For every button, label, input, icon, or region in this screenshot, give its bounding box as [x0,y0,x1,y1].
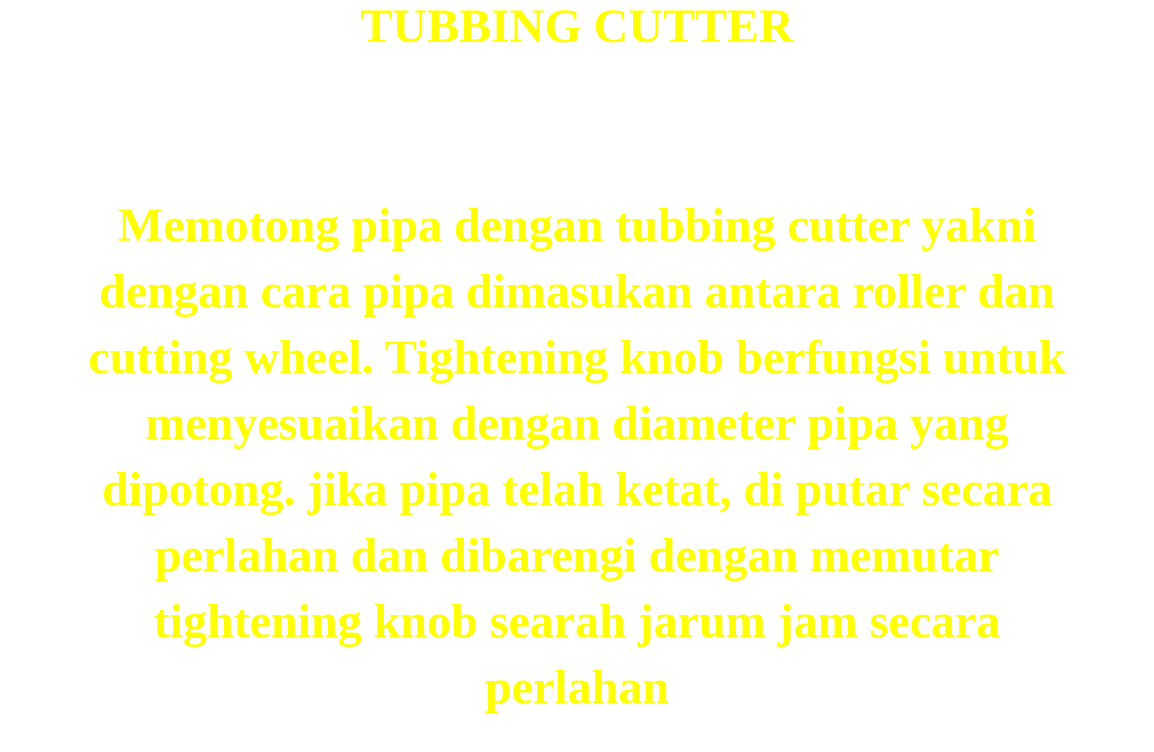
slide-body-text: Memotong pipa dengan tubbing cutter yakni dengan cara pipa dimasukan antara roller dan cutting wheel. Tightening knob berfungsi untuk menyesuaikan dengan diameter pipa yang dipotong. jika pipa telah ketat, di putar secara perlahan dan dibarengi dengan memutar tightening knob searah jarum jam secara perlahan [88,199,1066,714]
slide-title: TUBBING CUTTER [360,0,794,53]
